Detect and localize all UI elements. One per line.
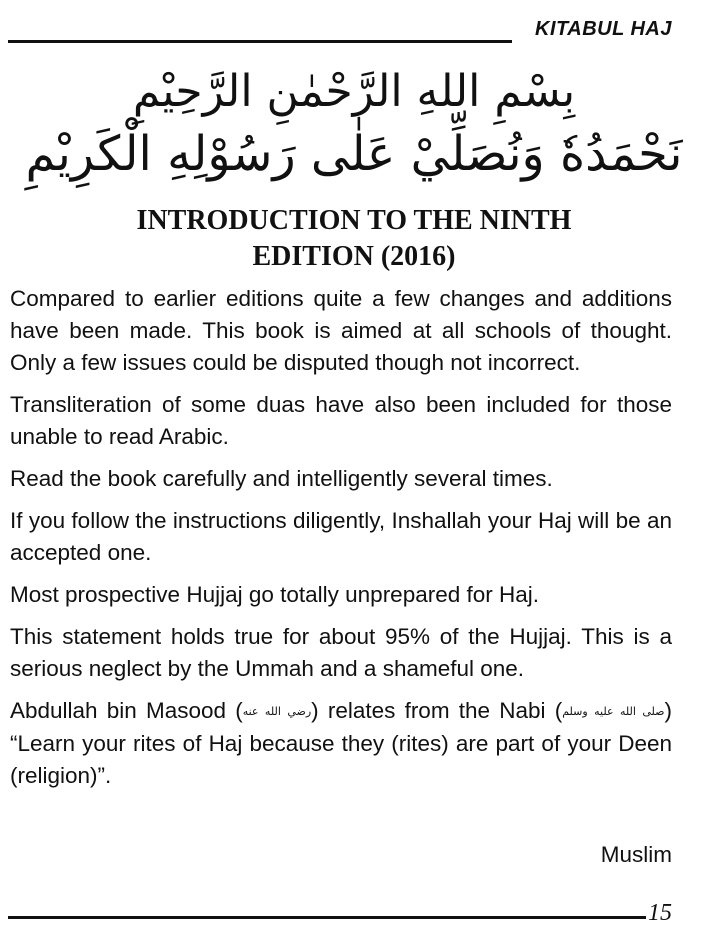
body-text [10,283,672,802]
paragraph: Read the book carefully and intelligently several times. [10,466,553,491]
hadith-paragraph [10,695,672,792]
paragraph: This statement holds true for about 95% of the Hujjaj. This is a serious neglect by the Ummah and a shameful one. [10,624,672,681]
hadith-source: Muslim [600,842,672,867]
hadith-text-1: Abdullah bin Masood ( [10,698,243,723]
paragraph: Most prospective Hujjaj go totally unprepared for Haj. [10,582,540,607]
paragraph: If you follow the instructions diligently, Inshallah your Haj will be an accepted one. [10,508,672,565]
book-title: KITABUL HAJ [535,18,672,40]
page-number: 15 [648,900,672,926]
heading-line-1: INTRODUCTION TO THE NINTH [136,205,572,236]
honorific-saw-icon: صلى الله عليه وسلم [562,705,665,718]
running-header [8,14,672,46]
hadith-text-2: ) relates from the Nabi ( [311,698,563,723]
hadith-text-3: ) “Learn your rites of Haj because they (rites) are part of your Deen (religion)”. [10,698,673,788]
chapter-heading [40,203,668,275]
paragraph: Transliteration of some duas have also been included for those unable to read Arabic. [10,392,672,449]
heading-line-2: EDITION (2016) [252,241,456,272]
salutation-calligraphy: نَحْمَدُهٗ وَنُصَلِّيْ عَلٰى رَسُوْلِهِ الْكَرِيْمِ [25,126,683,182]
bismillah-calligraphy: بِسْمِ اللهِ الرَّحْمٰنِ الرَّحِيْمِ [132,66,576,117]
honorific-ra-icon: رضي الله عنه [242,705,312,718]
paragraph: Compared to earlier editions quite a few changes and additions have been made. This book is aimed at all schools of thought. Only a few issues could be disputed though not incorrect. [10,286,672,375]
footer-rule [8,916,646,919]
header-rule [8,40,512,43]
